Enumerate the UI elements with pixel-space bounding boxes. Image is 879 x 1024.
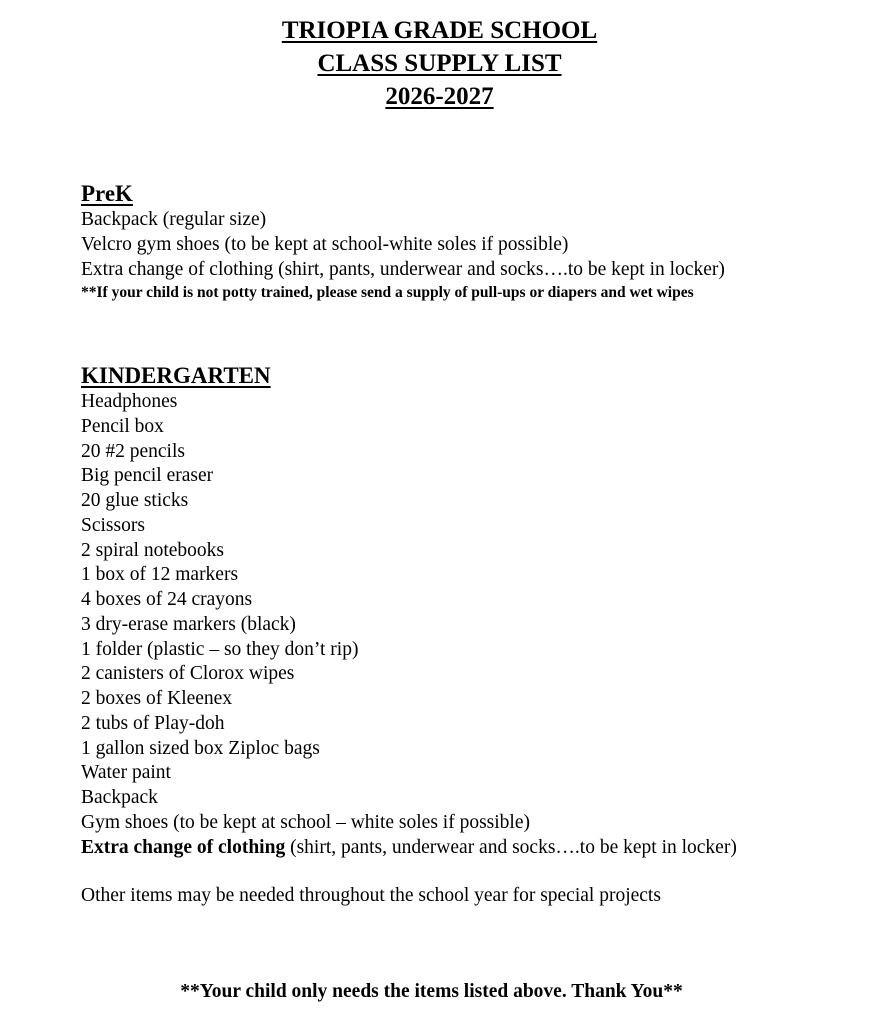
list-item: 20 glue sticks	[81, 490, 189, 511]
extra-clothing-detail: (shirt, pants, underwear and socks….to be kept in locker)	[285, 836, 737, 858]
list-item: 2 tubs of Play-doh	[81, 712, 225, 734]
list-item: 3 dry-erase markers (black)	[81, 613, 296, 635]
kindergarten-section	[81, 362, 737, 860]
footer-note: **Your child only needs the items listed above. Thank You**	[180, 981, 683, 1002]
list-item: 20 #2 pencils	[81, 440, 185, 462]
list-item: Backpack (regular size)	[81, 209, 267, 230]
list-item: Headphones	[81, 391, 178, 412]
list-item: Velcro gym shoes (to be kept at school-white soles if possible)	[81, 233, 569, 255]
list-item: 2 canisters of Clorox wipes	[81, 663, 295, 685]
school-year: 2026-2027	[385, 83, 494, 110]
prek-heading: PreK	[81, 181, 133, 206]
list-item: 1 folder (plastic – so they don’t rip)	[81, 638, 359, 660]
list-item: Gym shoes (to be kept at school – white soles if possible)	[81, 811, 530, 833]
potty-training-note: **If your child is not potty trained, please send a supply of pull-ups or diapers and wet wipes	[81, 284, 694, 302]
extra-clothing-bold-label: Extra change of clothing	[81, 836, 286, 858]
list-item: Backpack	[81, 787, 158, 808]
other-items-note: Other items may be needed throughout the school year for special projects	[81, 885, 661, 906]
list-item: Scissors	[81, 514, 145, 536]
list-item: Big pencil eraser	[81, 465, 214, 487]
list-item: 4 boxes of 24 crayons	[81, 589, 253, 610]
list-item: Pencil box	[81, 415, 164, 437]
prek-section	[81, 180, 725, 304]
list-item-extra-clothing	[81, 836, 737, 861]
kindergarten-heading: KINDERGARTEN	[81, 363, 271, 388]
document-header	[0, 14, 879, 113]
list-item: 1 gallon sized box Ziploc bags	[81, 737, 320, 759]
list-item: Extra change of clothing (shirt, pants, underwear and socks….to be kept in locker)	[81, 258, 725, 280]
school-name: TRIOPIA GRADE SCHOOL	[281, 17, 598, 44]
list-item: 2 spiral notebooks	[81, 539, 224, 561]
list-item: Water paint	[81, 762, 171, 784]
list-item: 1 box of 12 markers	[81, 564, 239, 586]
list-title: CLASS SUPPLY LIST	[317, 50, 562, 77]
list-item: 2 boxes of Kleenex	[81, 688, 233, 709]
